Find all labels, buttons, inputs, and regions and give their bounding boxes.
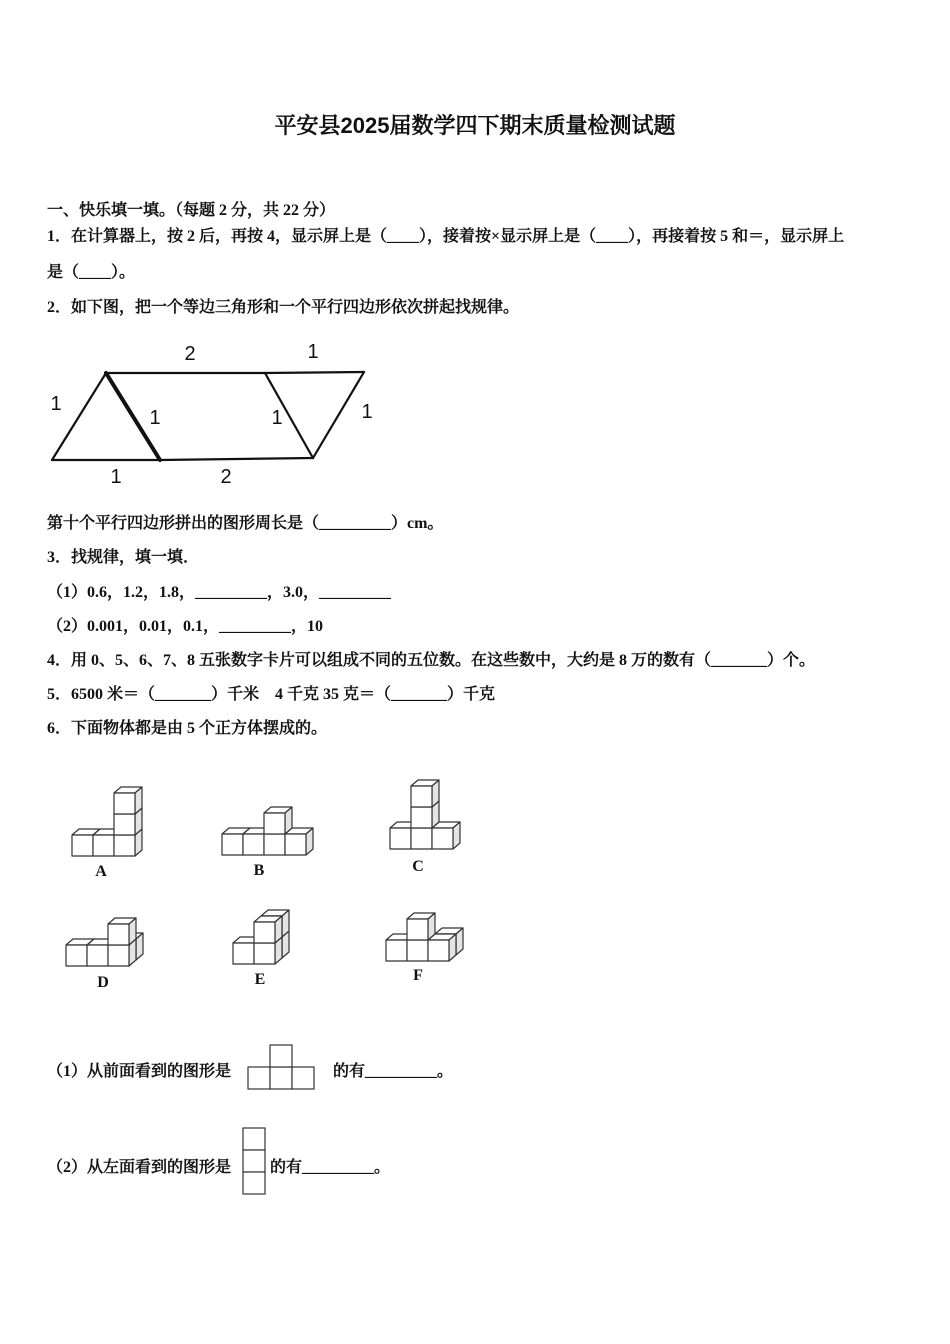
- label-triangle-right: 1: [361, 401, 373, 423]
- view-left-prompt: （2）从左面看到的图形是: [47, 1159, 232, 1176]
- label-parallelogram-bottom: 2: [220, 466, 232, 488]
- solid-figure-d: [64, 888, 160, 968]
- question-5-text: 5．6500 米＝（_______）千米 4 千克 35 克＝（_______）千克: [47, 686, 496, 703]
- cube-front-face: [114, 814, 135, 835]
- question-1-line-2: 是（____）。: [47, 264, 136, 281]
- label-triangle-left: 1: [50, 393, 62, 415]
- view-front-prompt: （1）从前面看到的图形是: [47, 1063, 232, 1080]
- cube-front-face: [407, 919, 428, 940]
- solid-figure-a: [70, 778, 166, 858]
- label-triangle-top: 1: [307, 341, 319, 363]
- cube-front-face: [411, 786, 432, 807]
- cube-front-face: [411, 807, 432, 828]
- cube-front-face: [264, 834, 285, 855]
- cube-front-face: [254, 943, 275, 964]
- label-triangle-bottom: 1: [110, 466, 122, 488]
- cube-front-face: [428, 940, 449, 961]
- cube-front-face: [93, 835, 114, 856]
- cube-front-face: [233, 943, 254, 964]
- cube-front-face: [114, 835, 135, 856]
- question-4-text: 4．用 0、5、6、7、8 五张数字卡片可以组成不同的五位数。在这些数中，大约是 8 万的数有（_______）个。: [47, 652, 816, 669]
- solid-label-f: F: [413, 967, 423, 984]
- question-3-item-2: （2）0.001，0.01，0.1，_________，10: [47, 618, 324, 635]
- triangle-parallelogram-figure: [40, 335, 390, 495]
- inverted-triangle-top-edge: [265, 372, 364, 373]
- cube-front-face: [87, 945, 108, 966]
- cube: [114, 787, 142, 814]
- question-6-text: 6．下面物体都是由 5 个正方体摆成的。: [47, 720, 328, 737]
- cube-front-face: [411, 828, 432, 849]
- cube: [254, 916, 282, 943]
- cube: [411, 780, 439, 807]
- question-2-answer-line: 第十个平行四边形拼出的图形周长是（_________）cm。: [47, 515, 444, 532]
- view-left-answer: 的有_________。: [270, 1159, 391, 1176]
- cube-front-face: [432, 828, 453, 849]
- left-view-shape: [241, 1126, 271, 1196]
- solid-label-d: D: [97, 974, 109, 991]
- solid-figure-f: [384, 883, 480, 963]
- cube: [407, 913, 435, 940]
- solid-label-c: C: [412, 858, 424, 875]
- cube-front-face: [108, 924, 129, 945]
- cube-front-face: [254, 922, 275, 943]
- cube-front-face: [108, 945, 129, 966]
- cube-front-face: [407, 940, 428, 961]
- cube-front-face: [66, 945, 87, 966]
- triangle-left-edge: [52, 373, 106, 460]
- view-square: [248, 1067, 270, 1089]
- solid-figure-b: [220, 777, 316, 857]
- view-square: [270, 1045, 292, 1067]
- view-front-answer: 的有_________。: [333, 1063, 454, 1080]
- section-heading: 一、快乐填一填。（每题 2 分，共 22 分）: [47, 202, 336, 219]
- inverted-triangle-right-edge: [313, 372, 364, 458]
- cube: [285, 828, 313, 855]
- solid-label-e: E: [254, 971, 266, 988]
- cube: [264, 807, 292, 834]
- cube-front-face: [285, 834, 306, 855]
- question-1-line-1: 1．在计算器上，按 2 后，再按 4，显示屏上是（____），接着按×显示屏上是（____），再接着按 5 和＝，显示屏上: [47, 228, 845, 245]
- label-parallelogram-top: 2: [184, 343, 196, 365]
- cube-front-face: [264, 813, 285, 834]
- view-square: [270, 1067, 292, 1089]
- question-2-text: 2．如下图，把一个等边三角形和一个平行四边形依次拼起找规律。: [47, 299, 520, 316]
- cube: [108, 918, 136, 945]
- front-view-shape: [246, 1043, 318, 1093]
- cube: [432, 822, 460, 849]
- label-shared-edge-left: 1: [149, 407, 161, 429]
- view-square: [243, 1128, 265, 1150]
- parallelogram-bottom-edge: [160, 458, 313, 460]
- question-3-item-1: （1）0.6，1.2，1.8，_________，3.0，_________: [47, 584, 392, 601]
- solid-figure-e: [231, 886, 327, 966]
- cube-front-face: [243, 834, 264, 855]
- view-square: [243, 1172, 265, 1194]
- solid-figure-c: [388, 771, 484, 851]
- cube-front-face: [390, 828, 411, 849]
- solid-label-a: A: [95, 863, 107, 880]
- question-3-text: 3．找规律，填一填．: [47, 549, 200, 566]
- view-square: [292, 1067, 314, 1089]
- view-square: [243, 1150, 265, 1172]
- page-title: 平安县2025届数学四下期末质量检测试题: [274, 113, 676, 138]
- cube-front-face: [114, 793, 135, 814]
- cube: [428, 934, 456, 961]
- label-shared-edge-right: 1: [271, 407, 283, 429]
- cube-front-face: [386, 940, 407, 961]
- cube-front-face: [222, 834, 243, 855]
- cube-front-face: [72, 835, 93, 856]
- solid-label-b: B: [253, 862, 265, 879]
